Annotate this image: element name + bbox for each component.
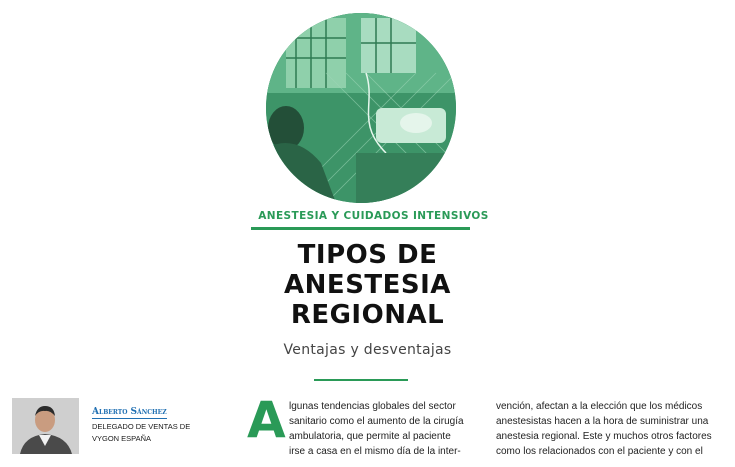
article-subtitle: Ventajas y desventajas <box>283 342 452 358</box>
body-line: irse a casa en el mismo día de la inter- <box>289 446 461 457</box>
drop-cap: A <box>247 391 286 449</box>
body-line: vención, afectan a la elección que los médicos <box>496 401 703 412</box>
hero-photo <box>266 13 456 203</box>
author-role-line: VYGON ESPAÑA <box>92 434 152 443</box>
subtitle-divider <box>314 379 408 381</box>
body-line: lgunas tendencias globales del sector <box>289 401 456 412</box>
hospital-scene-image <box>266 13 456 203</box>
author-name-underline <box>92 418 167 419</box>
body-line: ambulatoria, que permite al paciente <box>289 431 451 442</box>
author-portrait-image <box>12 398 79 454</box>
body-line: como los relacionados con el paciente y con el <box>496 446 703 457</box>
section-divider <box>251 227 470 230</box>
author-photo <box>12 398 79 454</box>
article-column-1 <box>289 399 475 459</box>
section-label: ANESTESIA Y CUIDADOS INTENSIVOS <box>258 210 489 222</box>
author-role-line: DELEGADO DE VENTAS DE <box>92 422 191 431</box>
body-line: anestesistas hacen a la hora de suministrar una <box>496 416 709 427</box>
title-line: ANESTESIA <box>284 270 451 300</box>
article-column-2 <box>496 399 724 459</box>
article-title <box>0 240 735 330</box>
title-line: REGIONAL <box>290 300 445 330</box>
author-role <box>92 421 202 445</box>
body-line: anestesia regional. Este y muchos otros factores <box>496 431 712 442</box>
body-line: sanitario como el aumento de la cirugía <box>289 416 464 427</box>
title-line: TIPOS DE <box>297 240 438 270</box>
author-name: Alberto Sánchez <box>92 407 167 417</box>
